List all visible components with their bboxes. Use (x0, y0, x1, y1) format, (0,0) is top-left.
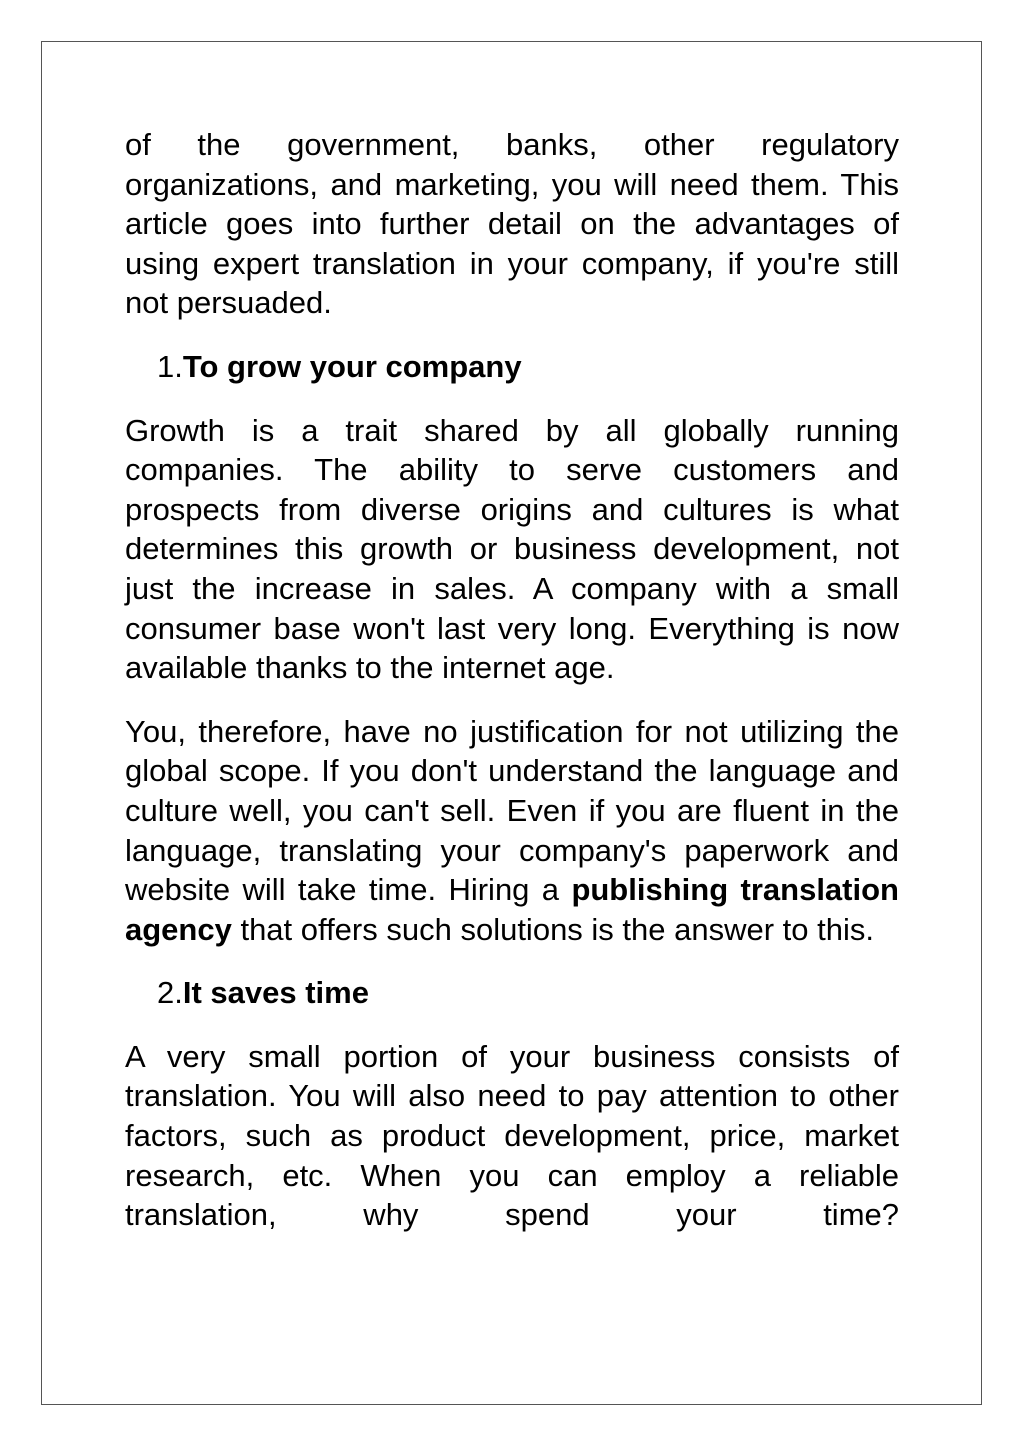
paragraph-growth: Growth is a trait shared by all globally running companies. The ability to serve customers and prospects from diverse origins and cultures is what determines this growth or business development, not just the increase in sales. A company with a small consumer base won't last very long. Everything is now available thanks to the internet age. (125, 412, 899, 686)
paragraph-intro: of the government, banks, other regulatory organizations, and marketing, you will need them. This article goes into further detail on the advantages of using expert translation in your company, if you're still not persuaded. (125, 127, 899, 321)
paragraph-text: that offers such solutions is the answer to this. (231, 911, 874, 947)
section-title: To grow your company (182, 348, 522, 384)
section-heading-saves-time (125, 973, 899, 1013)
document-body (125, 125, 899, 1259)
section-heading-grow-company (125, 347, 899, 387)
paragraph-global-scope (125, 712, 899, 950)
section-number: 2. (157, 975, 183, 1011)
bold-phrase-publishing-translation-agency: publishing translation agency (125, 872, 899, 947)
section-title: It saves time (182, 975, 369, 1011)
paragraph-saves-time: A very small portion of your business consists of translation. You will also need to pay attention to other factors, such as product development, price, market research, etc. When you can employ a reliable translation, why spend your time? (125, 1038, 899, 1233)
section-number: 1. (157, 348, 183, 384)
paragraph-text: You, therefore, have no justification for not utilizing the global scope. If you don't understand the language and culture well, you can't sell. Even if you are fluent in the language, translating your company's paperwork and website will take time. Hiring a (125, 713, 899, 908)
